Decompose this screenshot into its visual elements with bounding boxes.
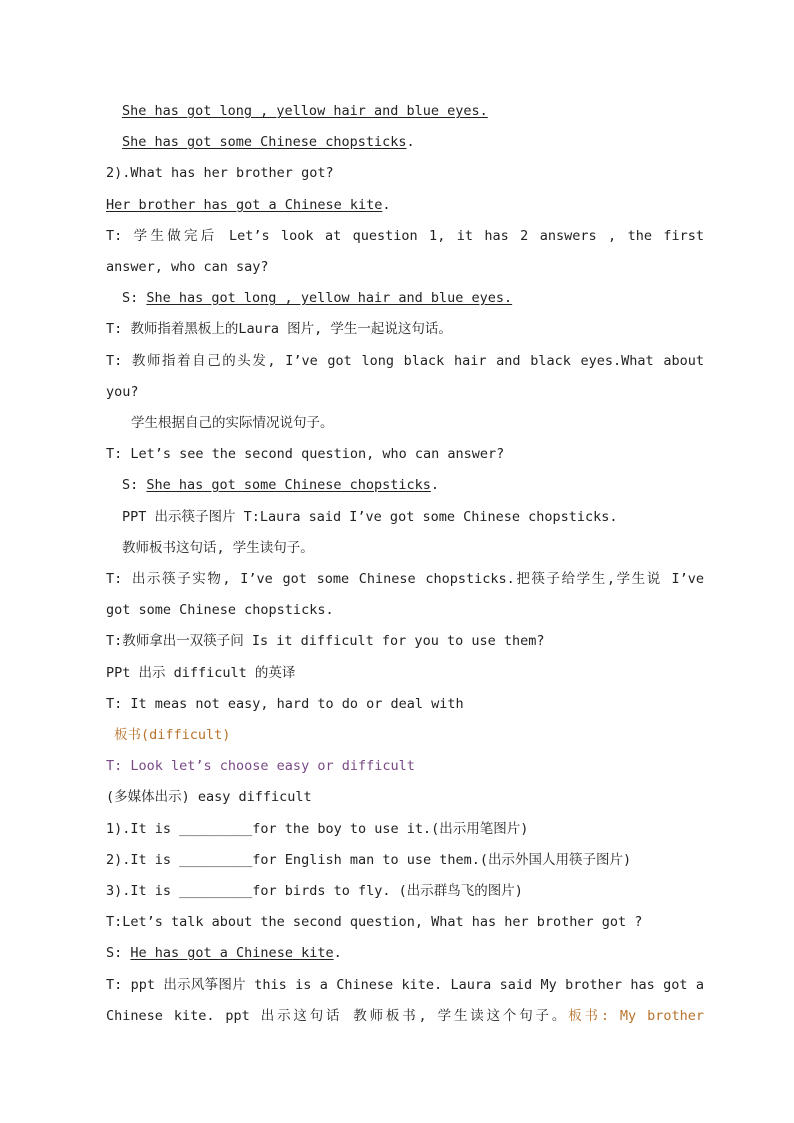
teacher-line: T:教师拿出一双筷子问 Is it difficult for you to use them?	[106, 633, 545, 649]
instruction-line: 教师板书这句话, 学生读句子。	[122, 540, 314, 556]
teacher-line: T: 教师指着黑板上的Laura 图片, 学生一起说这句话。	[106, 321, 452, 337]
underlined-answer: She has got some Chinese chopsticks	[122, 134, 407, 150]
exercise-item-2: 2).It is _________for English man to use them.(出示外国人用筷子图片)	[106, 852, 632, 868]
instruction-line: PPT 出示筷子图片 T:Laura said I’ve got some Chinese chopsticks.	[122, 509, 618, 525]
exercise-item-1: 1).It is _________for the boy to use it.(出示用笔图片)	[106, 821, 529, 837]
text-line: answer, who can say?	[106, 259, 269, 275]
text-line: you?	[106, 384, 139, 400]
teacher-line: T: ppt 出示风筝图片 this is a Chinese kite. Laura said My brother has got a	[106, 977, 704, 993]
teacher-line: T:Let’s talk about the second question, What has her brother got ?	[106, 914, 643, 930]
instruction-line: 学生根据自己的实际情况说句子。	[131, 415, 334, 431]
underlined-answer: She has got long , yellow hair and blue eyes.	[146, 290, 513, 306]
board-note: 板书(difficult)	[114, 727, 231, 743]
text-line: got some Chinese chopsticks.	[106, 602, 334, 618]
student-line: S: She has got long , yellow hair and blue eyes.	[122, 290, 513, 306]
teacher-line: T: Look let’s choose easy or difficult	[106, 758, 415, 774]
underlined-answer: She has got some Chinese chopsticks	[146, 477, 431, 493]
instruction-line: PPt 出示 difficult 的英译	[106, 665, 296, 681]
exercise-item-3: 3).It is _________for birds to fly. (出示群鸟飞的图片)	[106, 883, 523, 899]
teacher-line: T: 学生做完后 Let’s look at question 1, it has 2 answers , the first	[106, 228, 704, 244]
underlined-answer: She has got long , yellow hair and blue eyes.	[122, 103, 488, 119]
board-note: 板书: My brother	[568, 1008, 704, 1024]
student-line: S: He has got a Chinese kite.	[106, 945, 342, 961]
teacher-line: T: 教师指着自己的头发, I’ve got long black hair and black eyes.What about	[106, 353, 704, 369]
answer-line-3: Her brother has got a Chinese kite.	[106, 197, 391, 213]
answer-line-2: She has got some Chinese chopsticks.	[122, 134, 415, 150]
teacher-line: Chinese kite. ppt 出示这句话 教师板书, 学生读这个句子。板书: My brother	[106, 1008, 704, 1024]
teacher-line: T: It meas not easy, hard to do or deal with	[106, 696, 464, 712]
question-2: 2).What has her brother got?	[106, 165, 334, 181]
underlined-answer: Her brother has got a Chinese kite	[106, 197, 383, 213]
teacher-line: T: 出示筷子实物, I’ve got some Chinese chopsticks.把筷子给学生,学生说 I’ve	[106, 571, 704, 587]
student-line: S: She has got some Chinese chopsticks.	[122, 477, 440, 493]
underlined-answer: He has got a Chinese kite	[130, 945, 334, 961]
answer-line-1	[122, 101, 720, 121]
instruction-line: (多媒体出示) easy difficult	[106, 789, 312, 805]
teacher-line: T: Let’s see the second question, who can answer?	[106, 446, 505, 462]
